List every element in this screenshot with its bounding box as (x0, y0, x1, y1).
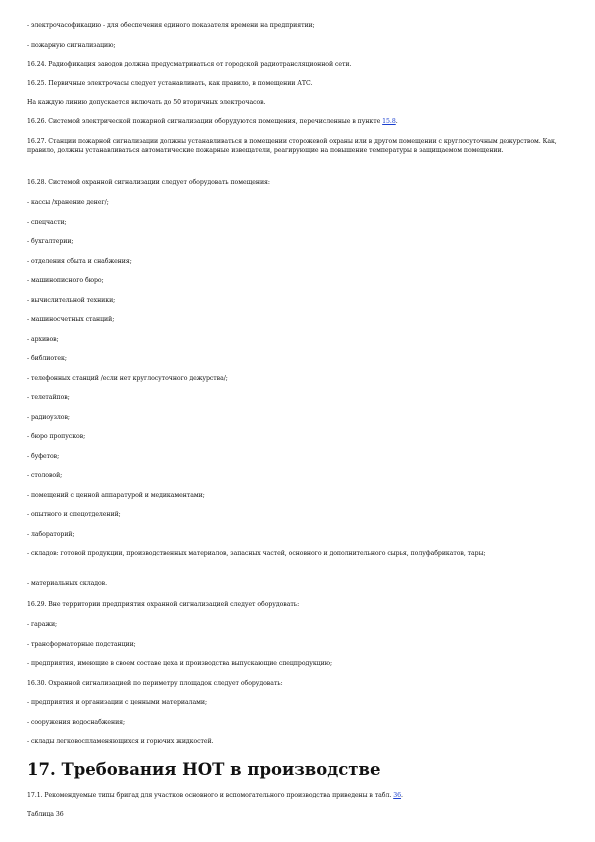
section-heading: 17. Требования НОТ в производстве (27, 760, 381, 779)
paragraph-6: 16.26. Системой электрической пожарной сигнализации оборудуются помещения, перечисленные в пункте 15.8. (27, 118, 398, 125)
clause-link-15-8[interactable]: 15.8 (382, 118, 396, 125)
list-item: - складов: готовой продукции, производственных материалов, запасных частей, основного и дополнительного сырья, полуфабрикатов, тары; (27, 550, 486, 557)
list-item: - машинописного бюро; (27, 277, 104, 284)
list-item: - буфетов; (27, 453, 60, 460)
paragraph-1: - электрочасофикацию - для обеспечения единого показателя времени на предприятии; (27, 22, 315, 29)
paragraph-2: - пожарную сигнализацию; (27, 42, 116, 49)
paragraph-8: 16.28. Системой охранной сигнализации следует оборудовать помещения: (27, 179, 270, 186)
list-item: - телефонных станций /если нет круглосуточного дежурства/; (27, 375, 228, 382)
list-item: - гаражи; (27, 621, 58, 628)
list-item: - отделения сбыта и снабжения; (27, 258, 132, 265)
list-item: - лабораторий; (27, 531, 75, 538)
list-item: - вычислительной техники; (27, 297, 116, 304)
list-item: - машиносчетных станций; (27, 316, 115, 323)
list-item: - архивов; (27, 336, 59, 343)
list-item: - помещений с ценной аппаратурой и медикаментами; (27, 492, 205, 499)
table-link-36[interactable]: 36 (393, 792, 401, 799)
list-item: - библиотек; (27, 355, 67, 362)
list-item: - материальных складов. (27, 580, 108, 587)
list-item: - бухгалтерии; (27, 238, 74, 245)
list-item: - телетайпов; (27, 394, 70, 401)
list-item: - склады легковоспламеняющихся и горючих жидкостей. (27, 738, 214, 745)
list-item: - радиоузлов; (27, 414, 70, 421)
list-item: - бюро пропусков; (27, 433, 86, 440)
paragraph-4: 16.25. Первичные электрочасы следует устанавливать, как правило, в помещении АТС. (27, 80, 313, 87)
paragraph-10: 16.30. Охранной сигнализацией по периметру площадок следует оборудовать: (27, 680, 283, 687)
list-item: - предприятия и организации с ценными материалами; (27, 699, 208, 706)
paragraph-9: 16.29. Вне территории предприятия охранной сигнализацией следует оборудовать: (27, 601, 300, 608)
list-item: - сооружения водоснабжения; (27, 719, 126, 726)
paragraph-3: 16.24. Радиофикация заводов должна предусматриваться от городской радиотрансляционной сети. (27, 61, 352, 68)
list-item: - столовой; (27, 472, 63, 479)
list-item: - предприятия, имеющие в своем составе цеха и производства выпускающие спецпродукцию; (27, 660, 333, 667)
paragraph-11: 17.1. Рекомендуемые типы бригад для участков основного и вспомогательного производства приведены в табл. 36. (27, 792, 403, 799)
table-caption: Таблица 36 (27, 811, 64, 818)
paragraph-7: 16.27. Станции пожарной сигнализации должны устанавливаться в помещении сторожевой охраны или в другом помещении с круглосуточным дежурством. Как, правило, должны устанавливаться автоматические пожарные извещатели, реагирующие на повышение температуры в защищаемом помещении. (27, 138, 557, 154)
paragraph-5: На каждую линию допускается включать до 50 вторичных электрочасов. (27, 99, 266, 106)
list-item: - кассы /хранение денег/; (27, 199, 109, 206)
list-item: - спецчасти; (27, 219, 67, 226)
list-item: - опытного и спецотделений; (27, 511, 121, 518)
list-item: - трансформаторные подстанции; (27, 641, 136, 648)
